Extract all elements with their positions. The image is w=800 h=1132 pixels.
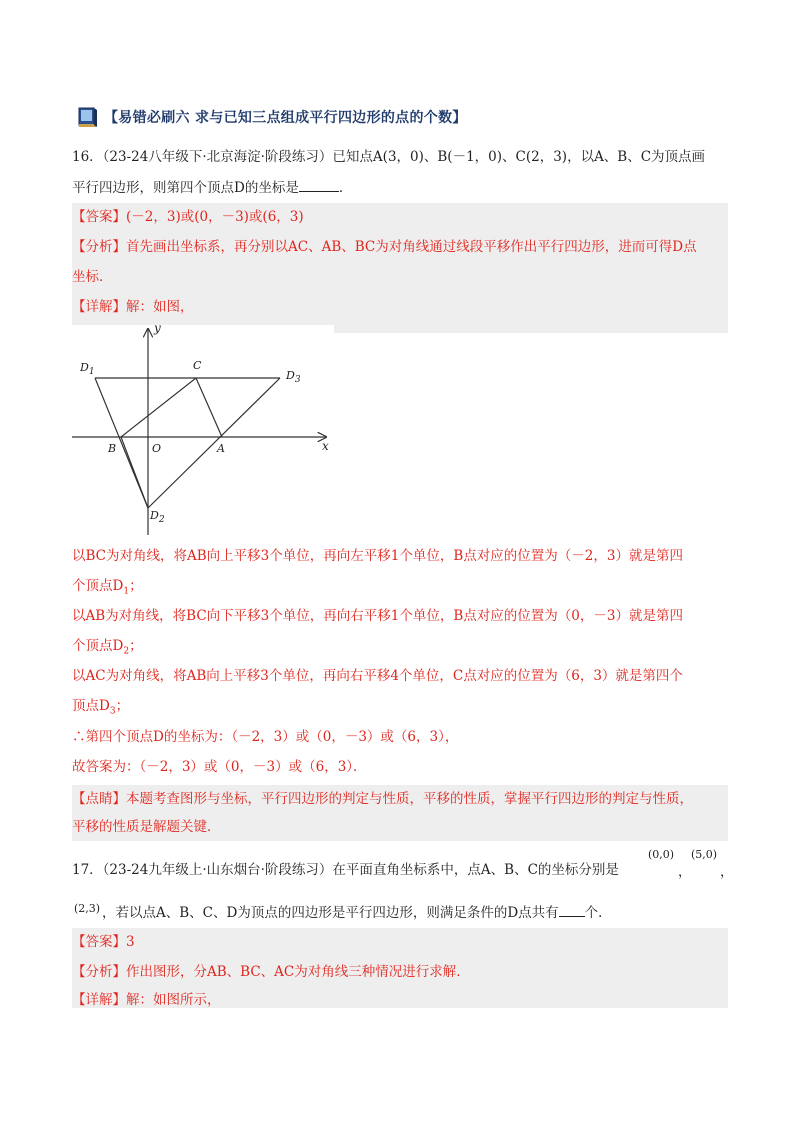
point-a-label: A	[217, 442, 225, 455]
answer-blank	[559, 902, 585, 917]
q17-line2: ，若以点A、B、C、D为顶点的四边形是平行四边形，则满足条件的D点共有 个．	[102, 902, 728, 923]
solution-step-1a: 以BC为对角线，将AB向上平移3个单位，再向左平移1个单位，B点对应的位置为（－2，3）就是第四	[72, 548, 683, 564]
solution-step-3b: 顶点$D_3$；	[72, 698, 130, 717]
solution-step-1b: 个顶点$D_1$；	[72, 578, 143, 597]
q16-analysis-1: 【分析】首先画出坐标系，再分别以AC、AB、BC为对角线通过线段平移作出平行四边形，进而可得D点	[72, 239, 697, 255]
q16-comment-1: 【点睛】本题考查图形与坐标，平行四边形的判定与性质，平移的性质，掌握平行四边形的判定与性质，	[72, 791, 693, 807]
solution-step-2a: 以AB为对角线，将BC向下平移3个单位，再向右平移1个单位，B点对应的位置为（0，－3）就是第四	[72, 608, 683, 624]
q16-analysis-2: 坐标．	[72, 269, 113, 285]
q17-analysis: 【分析】作出图形，分AB、BC、AC为对角线三种情况进行求解．	[72, 964, 470, 980]
q16-line2-end: ．	[338, 180, 353, 196]
q16-comment-2: 平移的性质是解题关键．	[72, 819, 221, 835]
point-d3-label: $D_3$	[286, 369, 301, 386]
x-axis-label: x	[322, 439, 329, 453]
coord-a: (0,0)	[648, 848, 675, 861]
segment-c-a	[196, 378, 222, 437]
solution-step-2b: 个顶点$D_2$；	[72, 638, 143, 657]
segment-b-c	[121, 378, 196, 437]
section-header	[76, 103, 467, 131]
q16-line1: 16．（23-24八年级下·北京海淀·阶段练习）已知点A(3，0)、B(－1，0)、C(2，3)，以A、B、C为顶点画	[72, 149, 706, 165]
point-c-label: C	[193, 359, 202, 372]
q17-line1	[72, 860, 728, 880]
segment-b-d2	[121, 437, 148, 508]
q16-detail: 【详解】解：如图，	[72, 299, 194, 315]
q17-line1-text: 17．（23-24九年级上·山东烟台·阶段练习）在平面直角坐标系中，点A、B、C的坐标分别是	[72, 862, 619, 878]
section-title: 【易错必刷六 求与已知三点组成平行四边形的点的个数】	[104, 110, 467, 126]
solution-step-3a: 以AC为对角线，将AB向上平移3个单位，再向右平移4个单位，C点对应的位置为（6，3）就是第四个	[72, 668, 683, 684]
q16-line2-text: 平行四边形，则第四个顶点D的坐标是	[72, 180, 299, 196]
y-axis-label: y	[154, 321, 161, 335]
comma-2: ，	[720, 864, 734, 880]
comma-1: ，	[678, 864, 692, 880]
answer-blank	[299, 177, 339, 192]
coord-b: (5,0)	[691, 848, 718, 861]
solution-final: 故答案为：（－2，3）或（0，－3）或（6，3）．	[72, 759, 367, 775]
book-icon	[76, 105, 100, 129]
point-d2-label: $D_2$	[150, 509, 165, 526]
solution-conclusion: ∴第四个顶点D的坐标为：（－2，3）或（0，－3）或（6，3），	[72, 729, 459, 745]
origin-label: O	[152, 442, 162, 455]
q17-answer: 【答案】3	[72, 934, 135, 950]
coord-c: (2,3)	[74, 902, 101, 915]
q17-detail: 【详解】解：如图所示，	[72, 992, 221, 1008]
q16-line2	[72, 177, 728, 198]
q16-answer: 【答案】(－2，3)或(0，－3)或(6，3)	[72, 209, 304, 225]
point-d1-label: $D_1$	[80, 361, 95, 378]
parallelogram-figure	[72, 321, 334, 535]
segment-d2-d3	[148, 378, 280, 508]
point-b-label: B	[108, 442, 117, 455]
